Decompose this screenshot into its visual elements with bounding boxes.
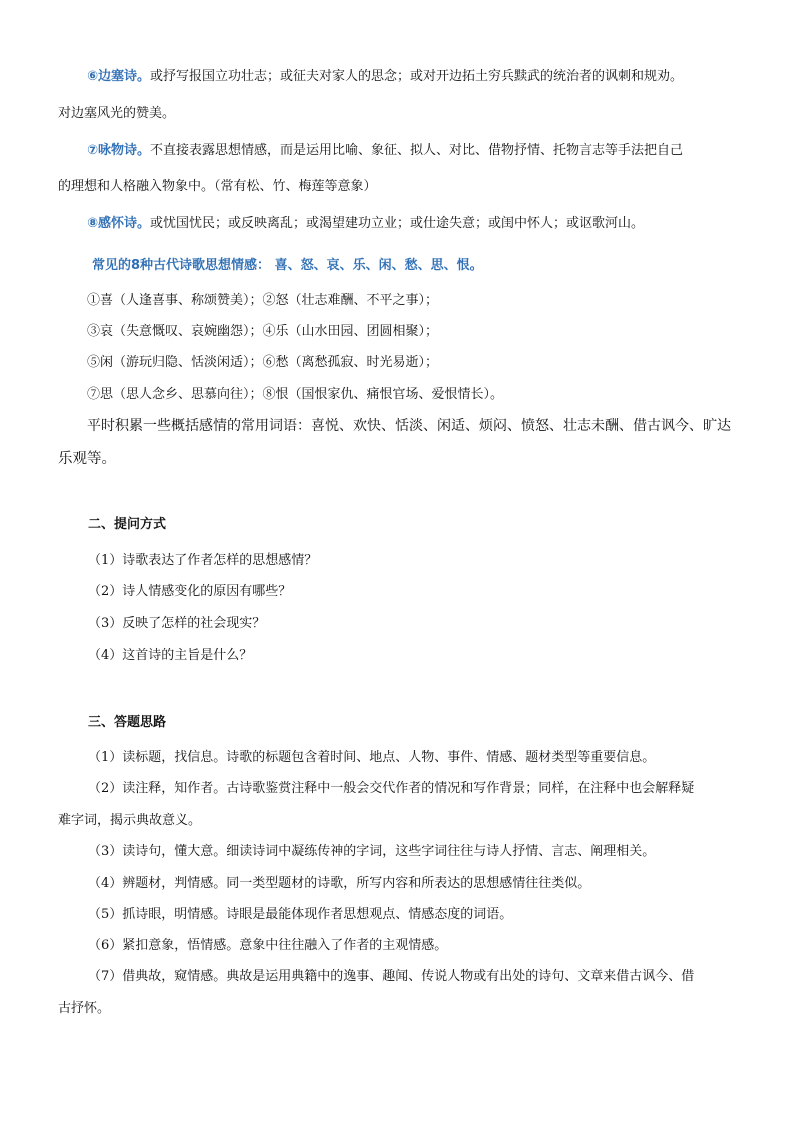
type-object-cont: 的理想和人格融入物象中。（常有松、竹、梅莲等意象） [58, 179, 377, 194]
approach-line: 古抒怀。 [58, 1001, 111, 1016]
emotion-line: ③哀（失意慨叹、哀婉幽怨）；④乐（山水田园、团圆相聚）； [87, 324, 439, 339]
type-label: ⑥边塞诗。 [87, 69, 151, 84]
approach-line: （7）借典故，窥情感。典故是运用典籍中的逸事、趣闻、传说人物或有出处的诗句、文章来借古讽今、借 [88, 969, 695, 984]
question-item: （1）诗歌表达了作者怎样的思想感情？ [88, 553, 318, 568]
approach-line: （4）辨题材，判情感。同一类型题材的诗歌，所写内容和所表达的思想感情往往类似。 [88, 876, 591, 891]
type-text: 或忧国忧民；或反映离乱；或渴望建功立业；或仕途失意；或闺中怀人；或讴歌河山。 [150, 216, 645, 231]
question-item: （4）这首诗的主旨是什么？ [88, 648, 253, 663]
approach-line: 难字词，揭示典故意义。 [58, 813, 202, 828]
question-item: （3）反映了怎样的社会现实？ [88, 616, 266, 631]
type-label: ⑦咏物诗。 [87, 143, 151, 158]
type-frontier [87, 68, 683, 86]
type-text: 或抒写报国立功壮志；或征夫对家人的思念；或对开边拓土穷兵黩武的统治者的讽刺和规劝。 [150, 69, 684, 84]
approach-line: （6）紧扣意象，悟情感。意象中往往融入了作者的主观情感。 [88, 938, 448, 953]
approach-line: （2）读注释，知作者。古诗歌鉴赏注释中一般会交代作者的情况和写作背景；同样，在注释中也会解释疑 [88, 781, 695, 796]
question-item: （2）诗人情感变化的原因有哪些？ [88, 584, 292, 599]
vocab-line-1: 平时积累一些概括感情的常用词语：喜悦、欢快、恬淡、闲适、烦闷、愤怒、壮志未酬、借古讽今、旷达 [87, 418, 731, 434]
type-reflection [87, 215, 644, 233]
type-object [87, 142, 683, 160]
approach-line: （5）抓诗眼，明情感。诗眼是最能体现作者思想观点、情感态度的词语。 [88, 907, 513, 922]
vocab-line-2: 乐观等。 [58, 451, 116, 467]
approach-line: （1）读标题，找信息。诗歌的标题包含着时间、地点、人物、事件、情感、题材类型等重要信息。 [88, 750, 656, 765]
type-label: ⑧感怀诗。 [87, 216, 151, 231]
emotion-line: ①喜（人逢喜事、称颂赞美）；②怒（壮志难酬、不平之事）； [87, 293, 439, 308]
section-heading-approach: 三、答题思路 [88, 715, 167, 730]
approach-line: （3）读诗句，懂大意。细读诗词中凝练传神的字词，这些字词往往与诗人抒情、言志、阐理相关。 [88, 844, 656, 859]
section-heading-questions: 二、提问方式 [88, 517, 167, 532]
type-text: 不直接表露思想情感，而是运用比喻、象征、拟人、对比、借物抒情、托物言志等手法把自己 [150, 143, 684, 158]
emotions-title: 常见的8种古代诗歌思想情感： 喜、怒、哀、乐、闲、愁、思、恨。 [92, 258, 483, 273]
emotion-line: ⑦思（思人念乡、思慕向往）；⑧恨（国恨家仇、痛恨官场、爱恨情长）。 [87, 387, 504, 402]
emotion-line: ⑤闲（游玩归隐、恬淡闲适）；⑥愁（离愁孤寂、时光易逝）； [87, 355, 439, 370]
type-frontier-cont: 对边塞风光的赞美。 [58, 106, 176, 121]
